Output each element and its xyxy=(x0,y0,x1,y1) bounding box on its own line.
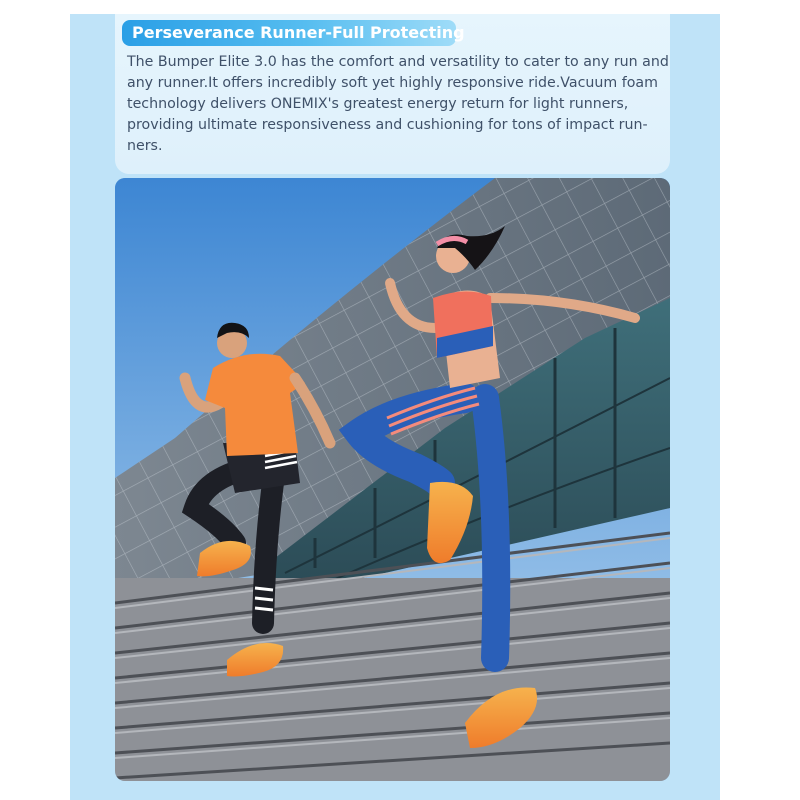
description-line: The Bumper Elite 3.0 has the comfort and versatility to cater to any run and xyxy=(127,54,669,70)
section-title-badge: Perseverance Runner-Full Protecting xyxy=(122,20,456,46)
description-line: ners. xyxy=(127,138,163,154)
product-description xyxy=(127,52,669,157)
description-line: technology delivers ONEMIX's greatest energy return for light runners, xyxy=(127,96,629,112)
description-line: providing ultimate responsiveness and cushioning for tons of impact run- xyxy=(127,117,648,133)
runners-photo xyxy=(115,178,670,781)
runners-photo-illustration xyxy=(115,178,670,781)
description-line: any runner.It offers incredibly soft yet highly responsive ride.Vacuum foam xyxy=(127,75,658,91)
